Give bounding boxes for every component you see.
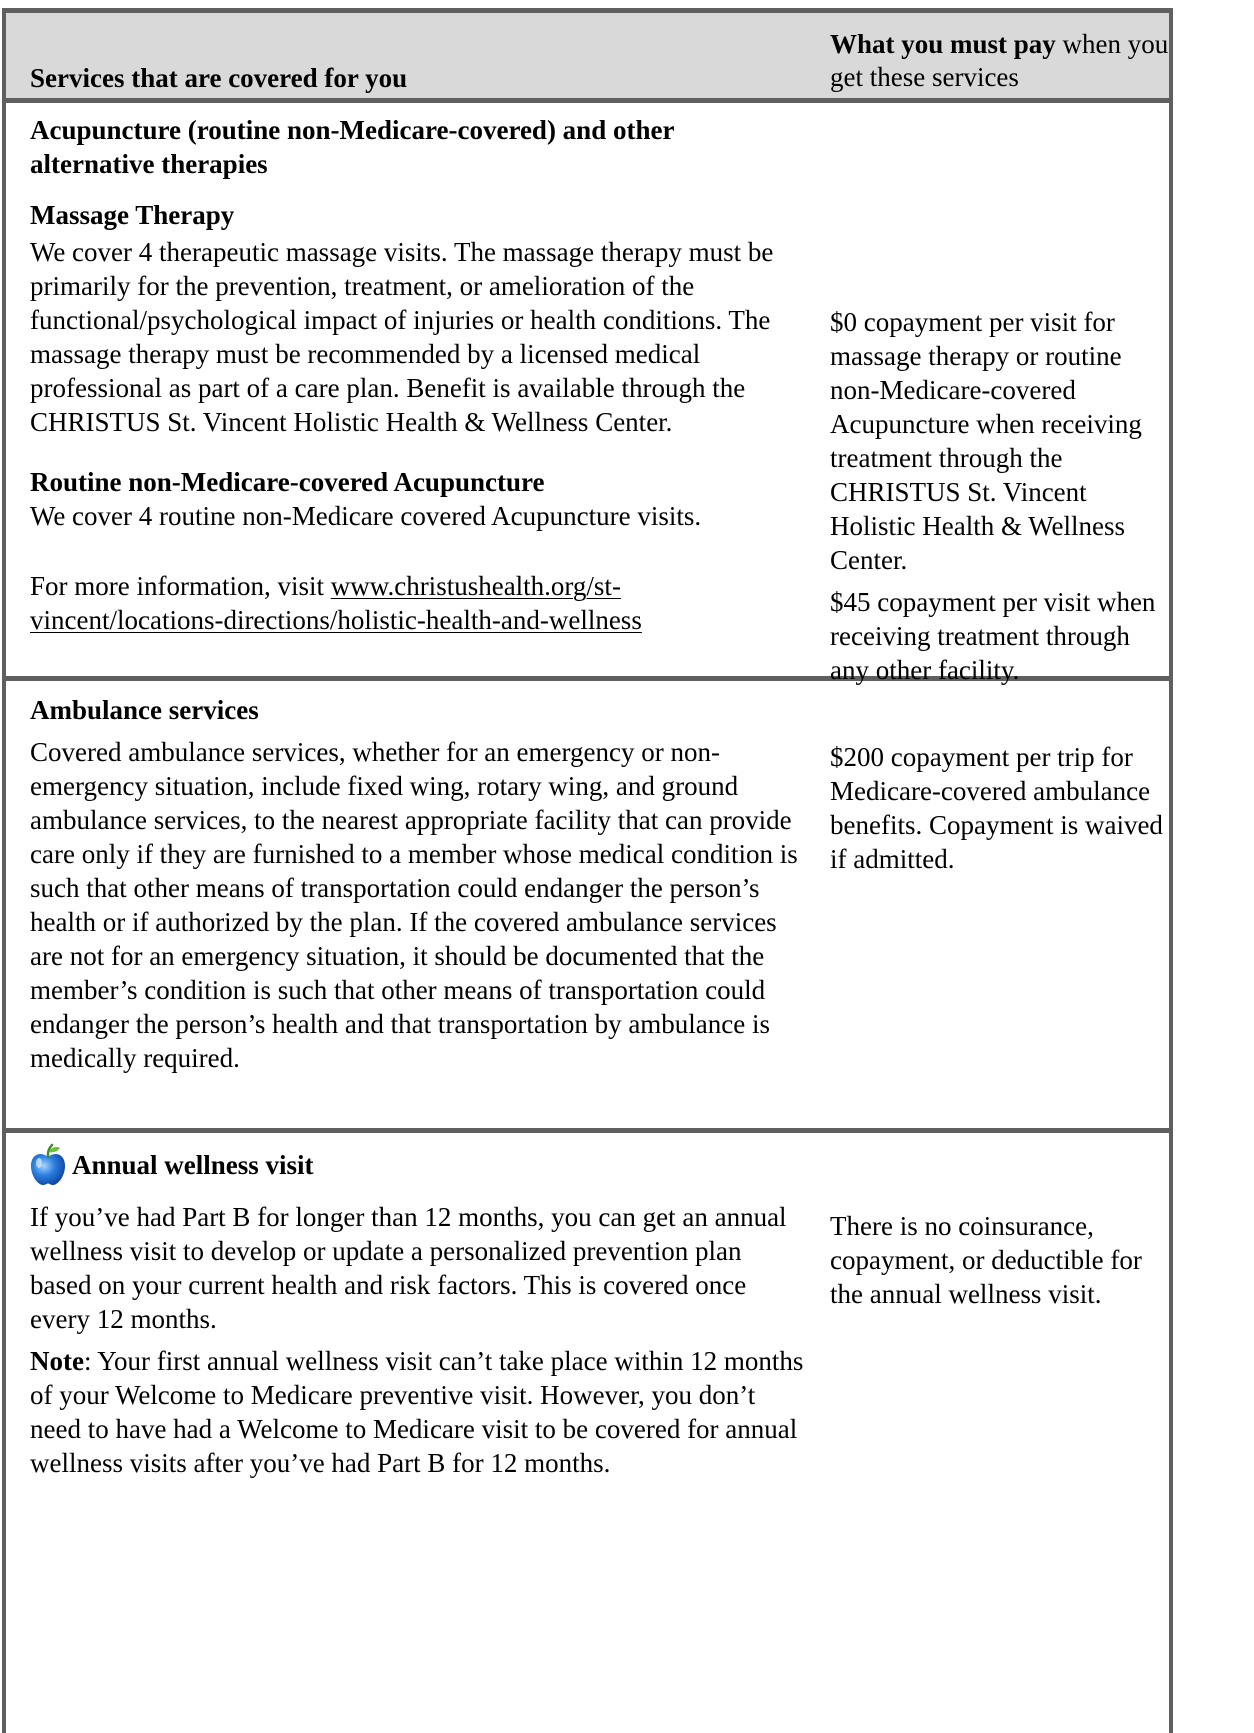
massage-therapy-body: We cover 4 therapeutic massage visits. The massage therapy must be primarily for the prevention, treatment, or amelioration of the functional/psychological impact of injuries or health conditions. The massage therapy must be recommended by a licensed medical professional as part of a care plan. Benefit is available through the CHRISTUS St. Vincent Holistic Health & Wellness Center. (30, 237, 774, 437)
wellness-title-line (30, 1143, 804, 1187)
wellness-note (30, 1344, 804, 1480)
note-body: : Your first annual wellness visit can’t take place within 12 months of your Welcome to Medicare preventive visit. However, you don’t need to have had a Welcome to Medicare visit to be covered for annual wellness visits after you’ve had Part B for 12 months. (30, 1346, 804, 1478)
ambulance-pay-cell (804, 681, 1169, 1128)
table-header-row (6, 13, 1169, 103)
massage-therapy-title: Massage Therapy (30, 200, 235, 230)
header-pay-bold: What you must pay (830, 29, 1056, 59)
ambulance-service-cell (6, 681, 804, 1128)
benefits-table (2, 8, 1173, 1733)
acupuncture-service-cell (6, 103, 804, 676)
ambulance-pay-text: $200 copayment per trip for Medicare-covered ambulance benefits. Copayment is waived if admitted. (830, 742, 1163, 874)
massage-pay-text: $0 copayment per visit for massage therapy or routine non-Medicare-covered Acupuncture when receiving treatment through the CHRISTUS St. Vincent Holistic Health & Wellness Center. (830, 307, 1142, 575)
table-row-acupuncture (6, 103, 1169, 685)
header-pay-label (830, 28, 1169, 94)
other-facility-pay-text: $45 copayment per visit when receiving treatment through any other facility. (830, 587, 1156, 685)
acupuncture-routine-body: We cover 4 routine non-Medicare covered Acupuncture visits. (30, 501, 702, 531)
note-label: Note (30, 1346, 84, 1376)
header-services-label: Services that are covered for you (30, 63, 408, 93)
wellness-pay-cell (804, 1133, 1169, 1733)
ambulance-body: Covered ambulance services, whether for an emergency or non-emergency situation, include fixed wing, rotary wing, and ground ambulance services, to the nearest appropriate facility that can provide care only if they are furnished to a member whose medical condition is such that other means of transportation could endanger the person’s health or if authorized by the plan. If the covered ambulance services are not for an emergency situation, it should be documented that the member’s condition is such that other means of transportation could endanger the person’s health and that transportation by ambulance is medically required. (30, 737, 798, 1073)
acupuncture-title: Acupuncture (routine non-Medicare-covered) and other alternative therapies (30, 115, 674, 179)
acupuncture-routine-title: Routine non-Medicare-covered Acupuncture (30, 467, 545, 497)
table-row-ambulance (6, 681, 1169, 1133)
wellness-pay-text: There is no coinsurance, copayment, or deductible for the annual wellness visit. (830, 1211, 1142, 1309)
acupuncture-pay-cell (804, 103, 1169, 685)
holistic-health-link[interactable]: www.christushealth.org/st-vincent/locations-directions/holistic-health-and-wellness (30, 571, 642, 635)
header-pay-rest: when you get these services (830, 29, 1169, 92)
apple-icon (28, 1143, 68, 1187)
wellness-body: If you’ve had Part B for longer than 12 months, you can get an annual wellness visit to develop or update a personalized prevention plan based on your current health and risk factors. This is covered once every 12 months. (30, 1202, 787, 1334)
more-info-text (30, 569, 804, 637)
header-left-cell (6, 13, 804, 98)
wellness-service-cell (6, 1133, 804, 1733)
ambulance-title: Ambulance services (30, 695, 259, 725)
header-right-cell (804, 13, 1169, 98)
more-info-prefix: For more information, visit (30, 571, 331, 601)
wellness-title: Annual wellness visit (72, 1150, 314, 1180)
table-row-wellness (6, 1133, 1169, 1733)
